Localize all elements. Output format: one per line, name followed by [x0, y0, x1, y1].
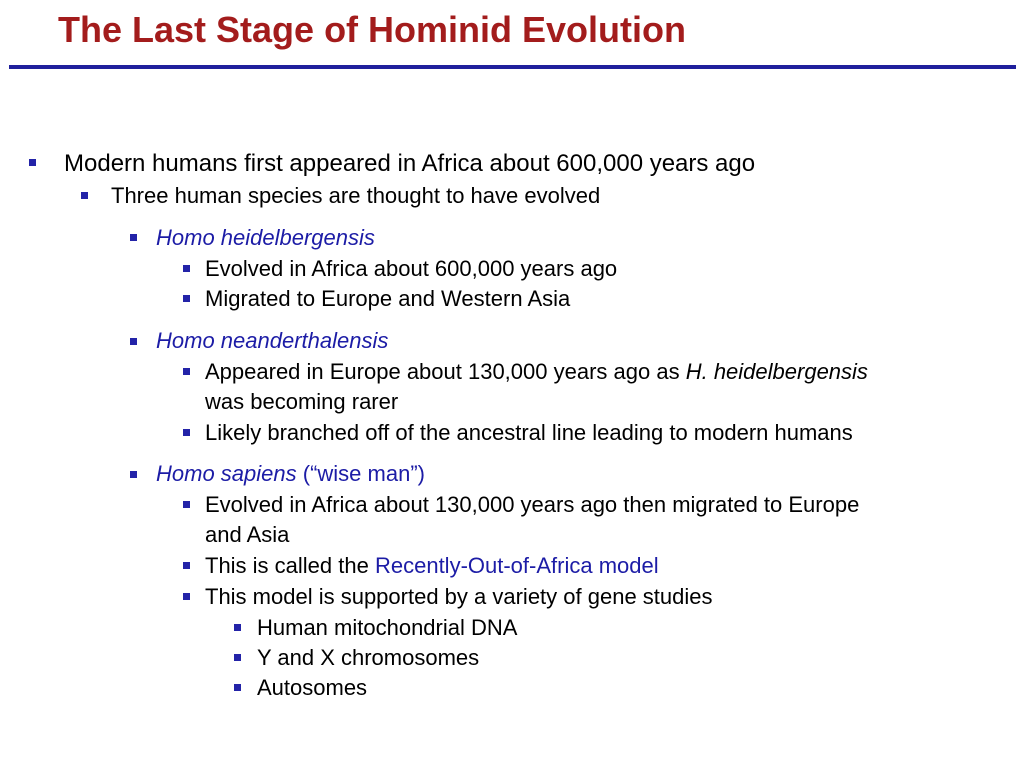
bullet-marker — [183, 429, 190, 436]
bullet-marker — [29, 159, 36, 166]
species-heading-sapiens — [156, 459, 425, 489]
bullet-marker — [130, 471, 137, 478]
species-name-sapiens: Homo sapiens — [156, 461, 297, 486]
bullet-marker — [130, 338, 137, 345]
recently-out-of-africa-link[interactable]: Recently-Out-of-Africa model — [374, 553, 659, 578]
gene-study-item: Human mitochondrial DNA — [257, 615, 518, 640]
species-heading-heidelbergensis: Homo heidelbergensis — [156, 225, 375, 250]
heidelbergensis-point: Migrated to Europe and Western Asia — [205, 286, 571, 311]
sapiens-point: This model is supported by a variety of gene studies — [205, 584, 713, 609]
sapiens-point — [205, 551, 659, 581]
bullet-marker — [130, 234, 137, 241]
bullet-marker — [183, 501, 190, 508]
gene-study-item: Y and X chromosomes — [257, 645, 480, 670]
sapiens-point-continuation: and Asia — [205, 522, 290, 547]
gene-study-item: Autosomes — [257, 675, 368, 700]
bullet-marker — [183, 265, 190, 272]
bullet-marker — [234, 654, 241, 661]
bullet-marker — [183, 562, 190, 569]
neanderthalensis-point-text: Appeared in Europe about 130,000 years ago as — [205, 359, 686, 384]
bullet-marker — [183, 295, 190, 302]
bullet-marker — [234, 624, 241, 631]
neanderthalensis-point — [205, 357, 868, 387]
neanderthalensis-point-continuation: was becoming rarer — [205, 389, 399, 414]
neanderthalensis-point: Likely branched off of the ancestral line leading to modern humans — [205, 420, 853, 445]
slide-title: The Last Stage of Hominid Evolution — [58, 9, 687, 50]
title-rule — [9, 65, 1016, 69]
bullet-three-species: Three human species are thought to have evolved — [111, 183, 601, 208]
heidelbergensis-point: Evolved in Africa about 600,000 years ago — [205, 256, 618, 281]
neanderthalensis-point-italic: H. heidelbergensis — [685, 359, 868, 384]
sapiens-point: Evolved in Africa about 130,000 years ago then migrated to Europe — [205, 492, 860, 517]
bullet-marker — [183, 368, 190, 375]
sapiens-point-text: This is called the — [205, 553, 375, 578]
bullet-modern-humans: Modern humans first appeared in Africa about 600,000 years ago — [64, 150, 756, 177]
bullet-marker — [234, 684, 241, 691]
bullet-marker — [183, 593, 190, 600]
bullet-marker — [81, 192, 88, 199]
species-name-gloss: (“wise man”) — [296, 461, 425, 486]
species-heading-neanderthalensis: Homo neanderthalensis — [156, 328, 389, 353]
